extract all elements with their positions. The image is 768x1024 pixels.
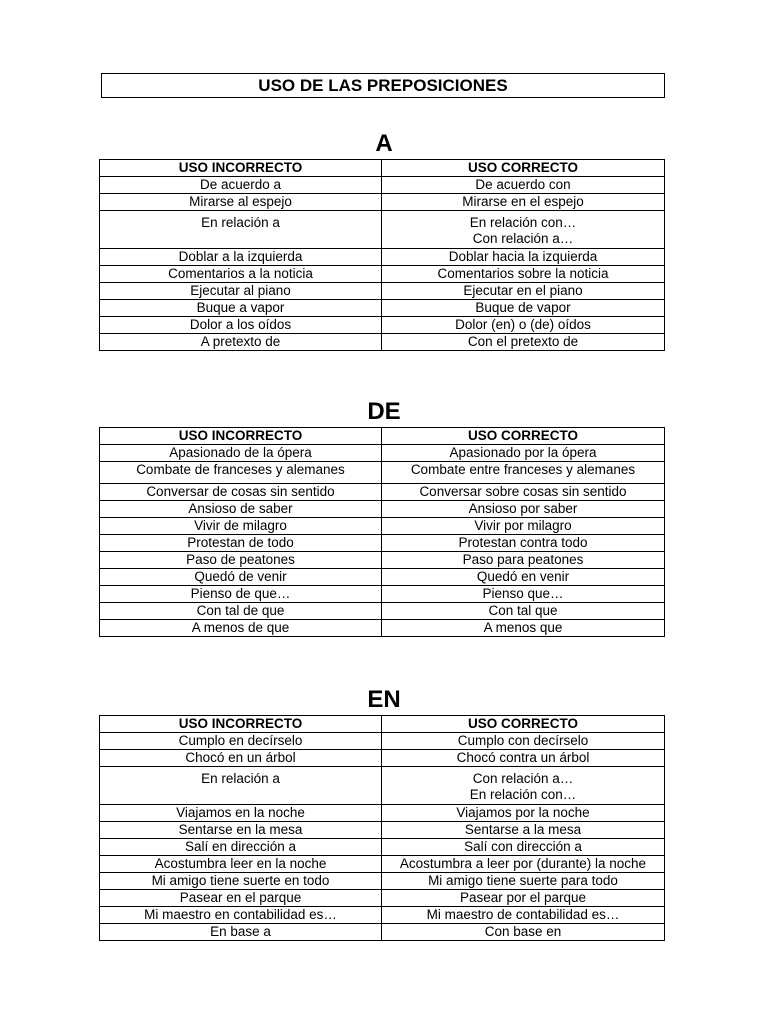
correct-cell: Comentarios sobre la noticia: [382, 266, 665, 283]
incorrect-cell: Combate de franceses y alemanes: [100, 462, 382, 484]
table-row: [100, 856, 665, 873]
table-row: [100, 822, 665, 839]
correct-cell: Cumplo con decírselo: [382, 733, 665, 750]
correct-cell: Mi maestro de contabilidad es…: [382, 907, 665, 924]
incorrect-cell: Viajamos en la noche: [100, 805, 382, 822]
incorrect-cell: Mirarse al espejo: [100, 194, 382, 211]
incorrect-cell: Mi maestro en contabilidad es…: [100, 907, 382, 924]
incorrect-cell: Chocó en un árbol: [100, 750, 382, 767]
correct-line-2: En relación con…: [469, 787, 577, 802]
table-row: [100, 266, 665, 283]
incorrect-cell: Ansioso de saber: [100, 501, 382, 518]
correct-cell: Vivir por milagro: [382, 518, 665, 535]
correct-cell: Ansioso por saber: [382, 501, 665, 518]
header-correct: USO CORRECTO: [382, 160, 665, 177]
incorrect-cell: A pretexto de: [100, 334, 382, 351]
incorrect-cell: Apasionado de la ópera: [100, 445, 382, 462]
correct-cell: Doblar hacia la izquierda: [382, 249, 665, 266]
table-row: [100, 873, 665, 890]
correct-cell: Ejecutar en el piano: [382, 283, 665, 300]
table-row: [100, 462, 665, 484]
table-row: [100, 177, 665, 194]
table-row: [100, 620, 665, 637]
table-row: [100, 317, 665, 334]
usage-table-a: [99, 159, 665, 351]
incorrect-cell: Protestan de todo: [100, 535, 382, 552]
table-row: [100, 839, 665, 856]
table-row: [100, 750, 665, 767]
correct-cell: Combate entre franceses y alemanes: [382, 462, 665, 484]
table-row: [100, 586, 665, 603]
usage-table-de: [99, 427, 665, 637]
correct-cell: Mirarse en el espejo: [382, 194, 665, 211]
incorrect-cell: Vivir de milagro: [100, 518, 382, 535]
table-row: [100, 249, 665, 266]
incorrect-cell: Comentarios a la noticia: [100, 266, 382, 283]
incorrect-cell: Mi amigo tiene suerte en todo: [100, 873, 382, 890]
usage-table-en: [99, 715, 665, 941]
correct-cell: Sentarse a la mesa: [382, 822, 665, 839]
header-correct: USO CORRECTO: [382, 716, 665, 733]
table-row: [100, 603, 665, 620]
incorrect-cell: Paso de peatones: [100, 552, 382, 569]
correct-cell: Con tal que: [382, 603, 665, 620]
table-row: [100, 501, 665, 518]
incorrect-cell: Sentarse en la mesa: [100, 822, 382, 839]
correct-cell: Con base en: [382, 924, 665, 941]
table-row: [100, 334, 665, 351]
table-header-row: [100, 716, 665, 733]
incorrect-cell: Pienso de que…: [100, 586, 382, 603]
correct-cell: [382, 211, 665, 249]
incorrect-cell: Ejecutar al piano: [100, 283, 382, 300]
table-row: [100, 907, 665, 924]
table-row: [100, 300, 665, 317]
correct-cell: Apasionado por la ópera: [382, 445, 665, 462]
correct-line-1: Con relación a…: [472, 771, 574, 786]
incorrect-cell: Conversar de cosas sin sentido: [100, 484, 382, 501]
table-row: [100, 484, 665, 501]
incorrect-cell: Cumplo en decírselo: [100, 733, 382, 750]
incorrect-cell: Dolor a los oídos: [100, 317, 382, 334]
header-incorrect: USO INCORRECTO: [100, 428, 382, 445]
table-row: [100, 569, 665, 586]
header-incorrect: USO INCORRECTO: [100, 160, 382, 177]
correct-cell: Chocó contra un árbol: [382, 750, 665, 767]
correct-cell: Quedó en venir: [382, 569, 665, 586]
header-correct: USO CORRECTO: [382, 428, 665, 445]
section-heading-a: A: [375, 130, 393, 157]
table-header-row: [100, 428, 665, 445]
correct-cell: Acostumbra a leer por (durante) la noche: [382, 856, 665, 873]
correct-cell: Viajamos por la noche: [382, 805, 665, 822]
table-row: [100, 733, 665, 750]
table-row: [100, 518, 665, 535]
incorrect-cell: Con tal de que: [100, 603, 382, 620]
correct-line-2: Con relación a…: [472, 231, 574, 246]
correct-cell: Dolor (en) o (de) oídos: [382, 317, 665, 334]
correct-cell: De acuerdo con: [382, 177, 665, 194]
incorrect-cell: Quedó de venir: [100, 569, 382, 586]
correct-cell: Mi amigo tiene suerte para todo: [382, 873, 665, 890]
incorrect-cell: En base a: [100, 924, 382, 941]
table-row: [100, 805, 665, 822]
table-row: [100, 552, 665, 569]
table-header-row: [100, 160, 665, 177]
table-row: [100, 194, 665, 211]
section-heading-en: EN: [367, 686, 401, 713]
incorrect-cell: Doblar a la izquierda: [100, 249, 382, 266]
incorrect-cell: Acostumbra leer en la noche: [100, 856, 382, 873]
incorrect-cell: Salí en dirección a: [100, 839, 382, 856]
table-row: [100, 924, 665, 941]
correct-cell: A menos que: [382, 620, 665, 637]
correct-cell: Con el pretexto de: [382, 334, 665, 351]
correct-cell: Paso para peatones: [382, 552, 665, 569]
incorrect-cell: A menos de que: [100, 620, 382, 637]
section-heading-de: DE: [367, 398, 401, 425]
correct-cell: Protestan contra todo: [382, 535, 665, 552]
table-row: [100, 890, 665, 907]
document-title: USO DE LAS PREPOSICIONES: [101, 73, 665, 98]
header-incorrect: USO INCORRECTO: [100, 716, 382, 733]
correct-cell: Conversar sobre cosas sin sentido: [382, 484, 665, 501]
incorrect-cell: En relación a: [100, 767, 382, 805]
correct-cell: Buque de vapor: [382, 300, 665, 317]
correct-cell: [382, 767, 665, 805]
correct-cell: Pasear por el parque: [382, 890, 665, 907]
incorrect-cell: Pasear en el parque: [100, 890, 382, 907]
table-row: [100, 535, 665, 552]
table-row: [100, 283, 665, 300]
incorrect-cell: Buque a vapor: [100, 300, 382, 317]
incorrect-cell: En relación a: [100, 211, 382, 249]
table-row: [100, 767, 665, 805]
incorrect-cell: De acuerdo a: [100, 177, 382, 194]
correct-line-1: En relación con…: [469, 215, 577, 230]
correct-cell: Salí con dirección a: [382, 839, 665, 856]
correct-cell: Pienso que…: [382, 586, 665, 603]
table-row: [100, 445, 665, 462]
table-row: [100, 211, 665, 249]
